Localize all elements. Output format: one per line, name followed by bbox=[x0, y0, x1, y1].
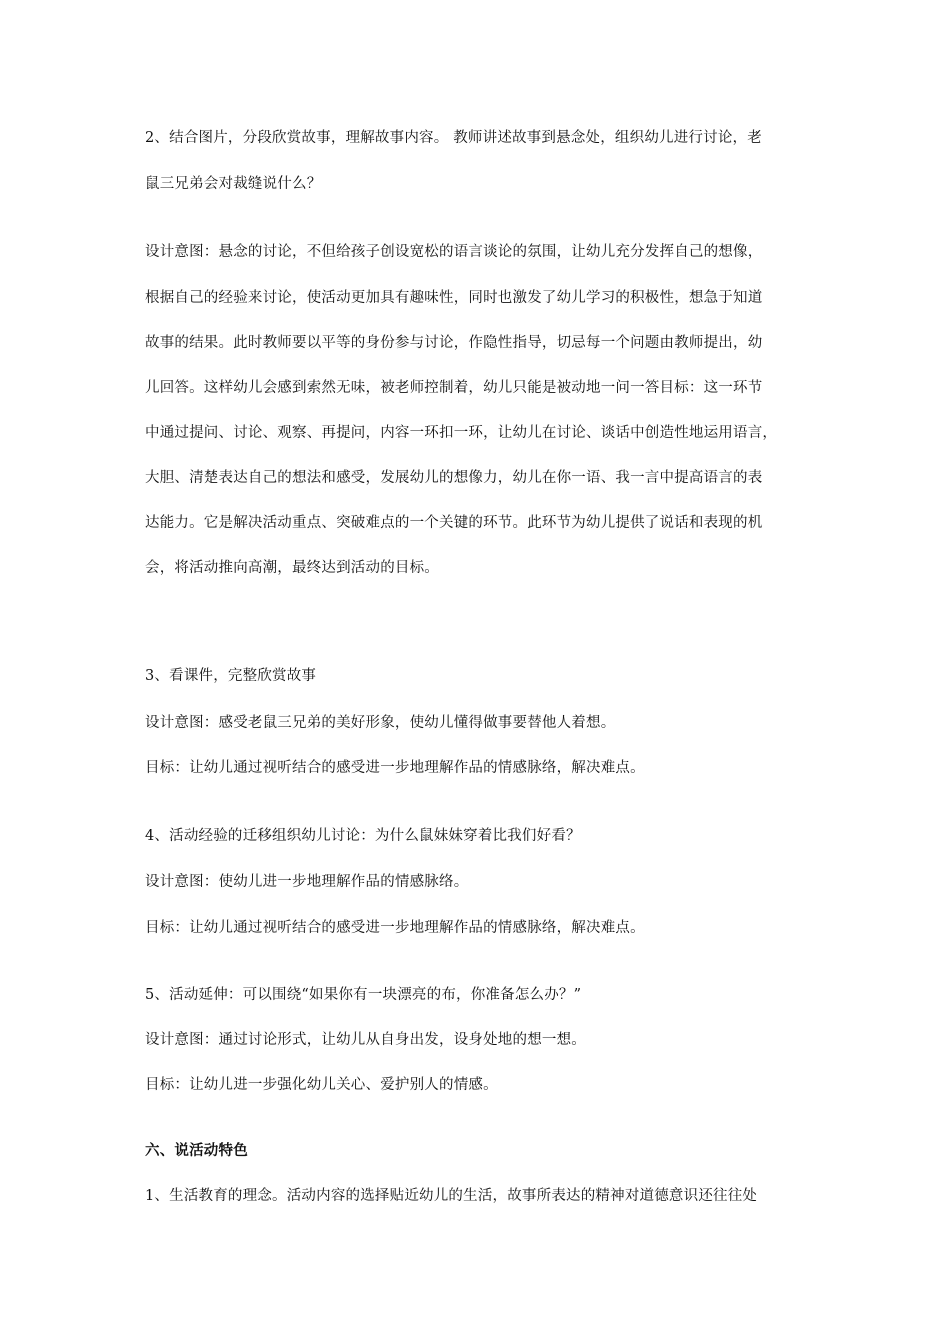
section5-goal: 目标：让幼儿进一步强化幼儿关心、爱护别人的情感。 bbox=[145, 1077, 498, 1093]
design2-line-5: 中通过提问、讨论、观察、再提问，内容一环扣一环，让幼儿在讨论、谈话中创造性地运用语言， bbox=[145, 425, 778, 441]
design2-line-3: 故事的结果。此时教师要以平等的身份参与讨论，作隐性指导，切忌每一个问题由教师提出，幼 bbox=[145, 335, 763, 351]
section6-line-1: 1、生活教育的理念。活动内容的选择贴近幼儿的生活，故事所表达的精神对道德意识还往往处 bbox=[145, 1188, 758, 1204]
design2-line-2: 根据自己的经验来讨论，使活动更加具有趣味性，同时也激发了幼儿学习的积极性，想急于知道 bbox=[145, 290, 763, 306]
section4-goal: 目标：让幼儿通过视听结合的感受进一步地理解作品的情感脉络，解决难点。 bbox=[145, 920, 645, 936]
section3-goal: 目标：让幼儿通过视听结合的感受进一步地理解作品的情感脉络，解决难点。 bbox=[145, 760, 645, 776]
section4-design: 设计意图：使幼儿进一步地理解作品的情感脉络。 bbox=[145, 874, 469, 890]
section4-title: 4、活动经验的迁移组织幼儿讨论：为什么鼠妹妹穿着比我们好看？ bbox=[145, 828, 581, 844]
section3-title: 3、看课件，完整欣赏故事 bbox=[145, 668, 317, 684]
design2-line-7: 达能力。它是解决活动重点、突破难点的一个关键的环节。此环节为幼儿提供了说话和表现的机 bbox=[145, 515, 763, 531]
section5-title: 5、活动延伸：可以围绕“如果你有一块漂亮的布，你准备怎么办？” bbox=[145, 987, 582, 1003]
section5-design: 设计意图：通过讨论形式，让幼儿从自身出发，设身处地的想一想。 bbox=[145, 1032, 586, 1048]
design2-line-6: 大胆、清楚表达自己的想法和感受，发展幼儿的想像力，幼儿在你一语、我一言中提高语言的表 bbox=[145, 470, 763, 486]
section3-design: 设计意图：感受老鼠三兄弟的美好形象，使幼儿懂得做事要替他人着想。 bbox=[145, 715, 616, 731]
design2-line-4: 儿回答。这样幼儿会感到索然无味，被老师控制着，幼儿只能是被动地一问一答目标：这一环节 bbox=[145, 380, 763, 396]
design2-line-8: 会，将活动推向高潮，最终达到活动的目标。 bbox=[145, 560, 439, 576]
section2-line-2: 鼠三兄弟会对裁缝说什么？ bbox=[145, 176, 322, 192]
section6-heading: 六、说活动特色 bbox=[145, 1143, 248, 1159]
design2-line-1: 设计意图：悬念的讨论，不但给孩子创设宽松的语言谈论的氛围，让幼儿充分发挥自己的想像， bbox=[145, 244, 763, 260]
section2-line-1: 2、结合图片，分段欣赏故事，理解故事内容。 教师讲述故事到悬念处，组织幼儿进行讨论，老 bbox=[145, 130, 762, 146]
